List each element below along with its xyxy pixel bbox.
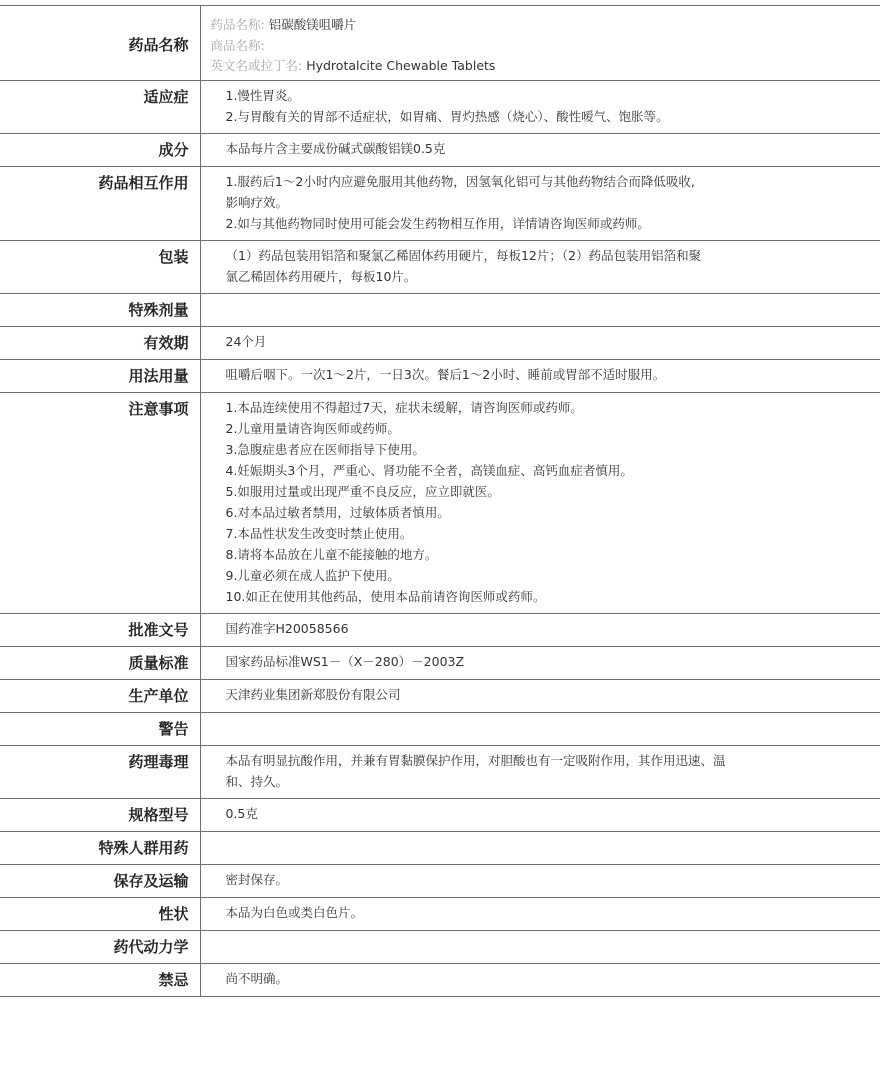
generic-name-key: 药品名称: xyxy=(210,17,265,32)
generic-name-value: 铝碳酸镁咀嚼片 xyxy=(268,17,357,32)
label-special-population: 特殊人群用药 xyxy=(0,831,200,864)
english-name-line xyxy=(211,56,791,77)
row-approval-number xyxy=(0,613,880,646)
row-manufacturer xyxy=(0,679,880,712)
label-contraindications: 禁忌 xyxy=(0,963,200,996)
contraindications-value: 尚不明确。 xyxy=(200,963,880,996)
indications-value xyxy=(200,80,880,133)
packaging-line: （1）药品包装用铝箔和聚氯乙稀固体药用硬片，每板12片；（2）药品包装用铝箔和聚 xyxy=(225,247,702,263)
row-special-population xyxy=(0,831,880,864)
row-pharmacokinetics xyxy=(0,930,880,963)
precaution-line: 6.对本品过敏者禁用，过敏体质者慎用。 xyxy=(225,504,450,520)
storage-value: 密封保存。 xyxy=(200,864,880,897)
label-specification: 规格型号 xyxy=(0,798,200,831)
row-storage xyxy=(0,864,880,897)
drug-info-table xyxy=(0,5,880,997)
label-approval-number: 批准文号 xyxy=(0,613,200,646)
warning-value xyxy=(200,712,880,745)
pharmacokinetics-value xyxy=(200,930,880,963)
row-packaging xyxy=(0,240,880,293)
interaction-line: 影响疗效。 xyxy=(225,194,289,210)
row-pharmacology xyxy=(0,745,880,798)
row-warning xyxy=(0,712,880,745)
composition-value: 本品每片含主要成份碱式碳酸铝镁0.5克 xyxy=(200,133,880,166)
precaution-line: 8.请将本品放在儿童不能接触的地方。 xyxy=(225,546,438,562)
label-composition: 成分 xyxy=(0,133,200,166)
row-composition xyxy=(0,133,880,166)
precaution-line: 7.本品性状发生改变时禁止使用。 xyxy=(225,525,413,541)
label-storage: 保存及运输 xyxy=(0,864,200,897)
precaution-line: 9.儿童必须在成人监护下使用。 xyxy=(225,567,400,583)
label-special-dosage: 特殊剂量 xyxy=(0,293,200,326)
row-specification xyxy=(0,798,880,831)
row-special-dosage xyxy=(0,293,880,326)
label-indications: 适应症 xyxy=(0,80,200,133)
label-interactions: 药品相互作用 xyxy=(0,166,200,240)
precaution-line: 2.儿童用量请咨询医师或药师。 xyxy=(225,420,400,436)
label-shelf-life: 有效期 xyxy=(0,326,200,359)
precaution-line: 5.如服用过量或出现严重不良反应，应立即就医。 xyxy=(225,483,500,499)
pharmacology-line: 本品有明显抗酸作用，并兼有胃黏膜保护作用，对胆酸也有一定吸附作用，其作用迅速、温 xyxy=(225,752,726,768)
indication-line: 2.与胃酸有关的胃部不适症状，如胃痛、胃灼热感（烧心）、酸性嗳气、饱胀等。 xyxy=(225,108,669,124)
label-manufacturer: 生产单位 xyxy=(0,679,200,712)
interactions-value xyxy=(200,166,880,240)
row-interactions xyxy=(0,166,880,240)
appearance-value: 本品为白色或类白色片。 xyxy=(200,897,880,930)
precaution-line: 4.妊娠期头3个月，严重心、肾功能不全者，高镁血症、高钙血症者慎用。 xyxy=(225,462,633,478)
packaging-value xyxy=(200,240,880,293)
specification-value: 0.5克 xyxy=(200,798,880,831)
label-appearance: 性状 xyxy=(0,897,200,930)
special-dosage-value xyxy=(200,293,880,326)
row-precautions xyxy=(0,392,880,613)
label-warning: 警告 xyxy=(0,712,200,745)
usage-value: 咀嚼后咽下。一次1～2片，一日3次。餐后1～2小时、睡前或胃部不适时服用。 xyxy=(200,359,880,392)
manufacturer-value: 天津药业集团新郑股份有限公司 xyxy=(200,679,880,712)
row-contraindications xyxy=(0,963,880,996)
generic-name-line xyxy=(211,15,791,36)
quality-standard-value: 国家药品标准WS1－（X－280）－2003Z xyxy=(200,646,880,679)
label-usage: 用法用量 xyxy=(0,359,200,392)
label-precautions: 注意事项 xyxy=(0,392,200,613)
indication-line: 1.慢性胃炎。 xyxy=(225,87,300,103)
row-appearance xyxy=(0,897,880,930)
row-shelf-life xyxy=(0,326,880,359)
row-quality-standard xyxy=(0,646,880,679)
label-packaging: 包装 xyxy=(0,240,200,293)
special-population-value xyxy=(200,831,880,864)
trade-name-line xyxy=(211,36,791,57)
shelf-life-value: 24个月 xyxy=(200,326,880,359)
row-indications xyxy=(0,80,880,133)
label-pharmacology: 药理毒理 xyxy=(0,745,200,798)
product-name-cell xyxy=(200,6,880,81)
interaction-line: 1.服药后1～2小时内应避免服用其他药物，因氢氧化铝可与其他药物结合而降低吸收, xyxy=(225,173,695,189)
approval-number-value: 国药准字H20058566 xyxy=(200,613,880,646)
drug-info-sheet xyxy=(0,5,880,997)
label-product-name: 药品名称 xyxy=(0,6,200,81)
precautions-value xyxy=(200,392,880,613)
english-name-key: 英文名或拉丁名: xyxy=(210,58,303,73)
label-pharmacokinetics: 药代动力学 xyxy=(0,930,200,963)
label-quality-standard: 质量标准 xyxy=(0,646,200,679)
packaging-line: 氯乙稀固体药用硬片，每板10片。 xyxy=(225,268,417,284)
interaction-line: 2.如与其他药物同时使用可能会发生药物相互作用，详情请咨询医师或药师。 xyxy=(225,215,650,231)
precaution-line: 3.急腹症患者应在医师指导下使用。 xyxy=(225,441,425,457)
english-name-value: Hydrotalcite Chewable Tablets xyxy=(306,58,496,73)
precaution-line: 10.如正在使用其他药品，使用本品前请咨询医师或药师。 xyxy=(225,588,546,604)
pharmacology-line: 和、持久。 xyxy=(225,773,289,789)
precaution-line: 1.本品连续使用不得超过7天，症状未缓解，请咨询医师或药师。 xyxy=(225,399,583,415)
pharmacology-value xyxy=(200,745,880,798)
row-usage xyxy=(0,359,880,392)
row-product-name xyxy=(0,6,880,81)
trade-name-key: 商品名称: xyxy=(210,37,265,53)
